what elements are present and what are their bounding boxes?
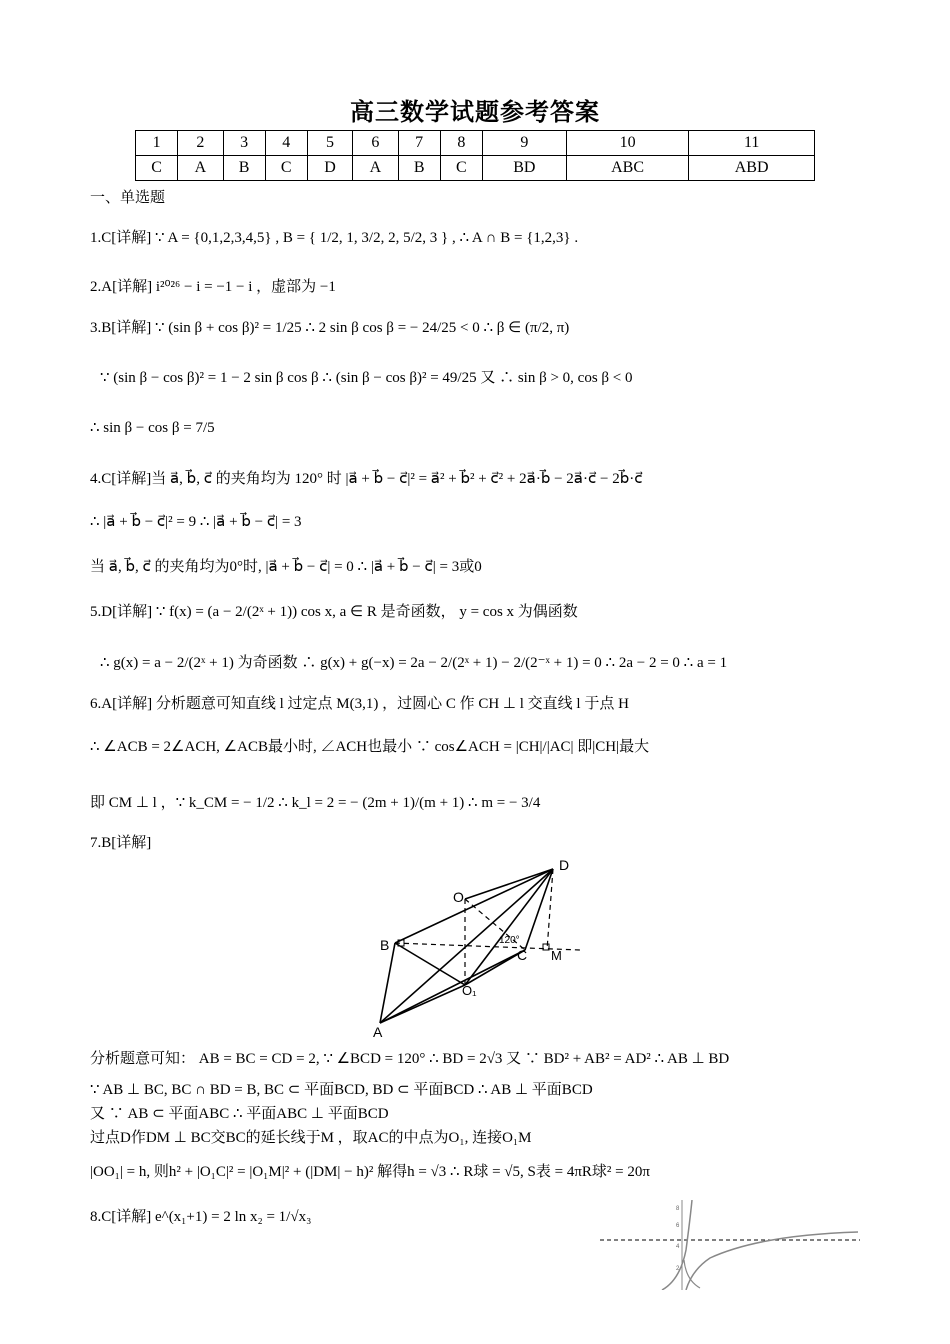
q3-head: 3.B[详解] [90, 320, 152, 336]
pyramid-figure [365, 855, 595, 1040]
label-b: B [380, 937, 390, 953]
label-o: O [453, 889, 464, 905]
q3-solution-line3: ∴ sin β − cos β = 7/5 [90, 420, 215, 436]
power-curve [684, 1260, 700, 1288]
answer-cell: D [307, 156, 352, 181]
label-m: M [551, 948, 562, 963]
q5-solution-line2: ∴ g(x) = a − 2/(2ˣ + 1) 为奇函数 ∴ g(x) + g(−x) = 2a − 2/(2ˣ + 1) − 2/(2⁻ˣ + 1) = 0 ∴ 2a − 2 = 0 ∴ a = 1 [100, 655, 728, 671]
question-number: 8 [440, 131, 482, 156]
q7-solution-line1: 分析题意可知： AB = BC = CD = 2, ∵ ∠BCD = 120° ∴ BD = 2√3 又 ∵ BD² + AB² = AD² ∴ AB ⊥ BD [90, 1051, 730, 1067]
q1-head: 1.C[详解] [90, 230, 152, 246]
question-number: 11 [689, 131, 815, 156]
answer-cell: ABD [689, 156, 815, 181]
label-c: C [517, 947, 528, 963]
question-number: 7 [398, 131, 440, 156]
label-angle: 120° [499, 935, 520, 946]
answer-cell: A [178, 156, 223, 181]
label-d: D [559, 857, 570, 873]
q2-head: 2.A[详解] [90, 279, 153, 295]
question-number: 6 [353, 131, 398, 156]
q6-solution-line2: ∴ ∠ACB = 2∠ACH, ∠ACB最小时, ∠ACH也最小 ∵ cos∠ACH = |CH|/|AC| 即|CH|最大 [90, 739, 650, 755]
answer-table [135, 130, 815, 181]
label-o1: O₁ [462, 983, 477, 998]
q7-solution-line2: ∵ AB ⊥ BC, BC ∩ BD = B, BC ⊂ 平面BCD, BD ⊂ 平面BCD ∴ AB ⊥ 平面BCD [90, 1082, 593, 1098]
answer-cell: C [440, 156, 482, 181]
q3-solution-line2: ∵ (sin β − cos β)² = 1 − 2 sin β cos β ∴ (sin β − cos β)² = 49/25 又 ∴ sin β > 0, cos β < 0 [100, 370, 633, 386]
answer-cell: C [265, 156, 307, 181]
log-curve [686, 1232, 858, 1290]
answer-table-header-row [136, 131, 815, 156]
section-heading: 一、单选题 [90, 188, 166, 206]
answer-cell: BD [482, 156, 566, 181]
answer-cell: B [398, 156, 440, 181]
question-number: 5 [307, 131, 352, 156]
q7-head: 7.B[详解] [90, 835, 152, 851]
q6-solution-line3: 即 CM ⊥ l ，∵ k_CM = − 1/2 ∴ k_l = 2 = − (2m + 1)/(m + 1) ∴ m = − 3/4 [90, 795, 541, 811]
question-number: 3 [223, 131, 265, 156]
q6-solution-line1: 6.A[详解] 分析题意可知直线 l 过定点 M(3,1) ，过圆心 C 作 CH ⊥ l 交直线 l 于点 H [90, 696, 629, 712]
question-number: 9 [482, 131, 566, 156]
q5-solution-line1: 5.D[详解] ∵ f(x) = (a − 2/(2ˣ + 1)) cos x, a ∈ R 是奇函数， y = cos x 为偶函数 [90, 604, 578, 620]
question-number: 4 [265, 131, 307, 156]
q2-solution [90, 275, 336, 296]
function-graph [600, 1200, 860, 1290]
question-number: 1 [136, 131, 178, 156]
q4-solution-line3: 当 a⃗, b⃗, c⃗ 的夹角均为0°时, |a⃗ + b⃗ − c⃗| = 0 ∴ |a⃗ + b⃗ − c⃗| = 3或0 [90, 559, 482, 575]
q7-solution-line3: 又 ∵ AB ⊂ 平面ABC ∴ 平面ABC ⊥ 平面BCD [90, 1106, 389, 1122]
q7-solution-line4: 过点D作DM ⊥ BC交BC的延长线于M ，取AC的中点为O₁, 连接O₁M [90, 1130, 532, 1146]
q1-solution [90, 226, 578, 247]
q4-solution-line2: ∴ |a⃗ + b⃗ − c⃗|² = 9 ∴ |a⃗ + b⃗ − c⃗| = 3 [90, 514, 302, 530]
answer-cell: C [136, 156, 178, 181]
tick-label: 8 [676, 1206, 680, 1212]
q7-solution-line5: |OO₁| = h, 则h² + |O₁C|² = |O₁M|² + (|DM| − h)² 解得h = √3 ∴ R球 = √5, S表 = 4πR球² = 20π [90, 1164, 650, 1180]
question-number: 10 [566, 131, 688, 156]
answer-cell: B [223, 156, 265, 181]
tick-label: 2 [676, 1266, 680, 1272]
q1-body: ∵ A = {0,1,2,3,4,5} , B = { 1/2, 1, 3/2, 2, 5/2, 3 } , ∴ A ∩ B = {1,2,3} . [155, 230, 579, 246]
q3-line1: ∵ (sin β + cos β)² = 1/25 ∴ 2 sin β cos β = − 24/25 < 0 ∴ β ∈ (π/2, π) [155, 320, 570, 336]
answer-cell: ABC [566, 156, 688, 181]
tick-label: 6 [676, 1223, 680, 1229]
answer-cell: A [353, 156, 398, 181]
answer-table-answer-row [136, 156, 815, 181]
question-number: 2 [178, 131, 223, 156]
label-a: A [373, 1024, 383, 1040]
q4-solution-line1: 4.C[详解]当 a⃗, b⃗, c⃗ 的夹角均为 120° 时 |a⃗ + b⃗ − c⃗|² = a⃗² + b⃗² + c⃗² + 2a⃗·b⃗ − 2a⃗·c⃗ − 2b⃗·c⃗ [90, 471, 643, 487]
q2-body: i²⁰²⁶ − i = −1 − i ，虚部为 −1 [155, 279, 336, 295]
q8-solution-line1: 8.C[详解] e^(x₁+1) = 2 ln x₂ = 1/√x₃ [90, 1209, 312, 1225]
q3-solution-line1 [90, 316, 569, 337]
tick-label: 4 [676, 1244, 680, 1250]
page-title: 高三数学试题参考答案 [350, 98, 600, 126]
